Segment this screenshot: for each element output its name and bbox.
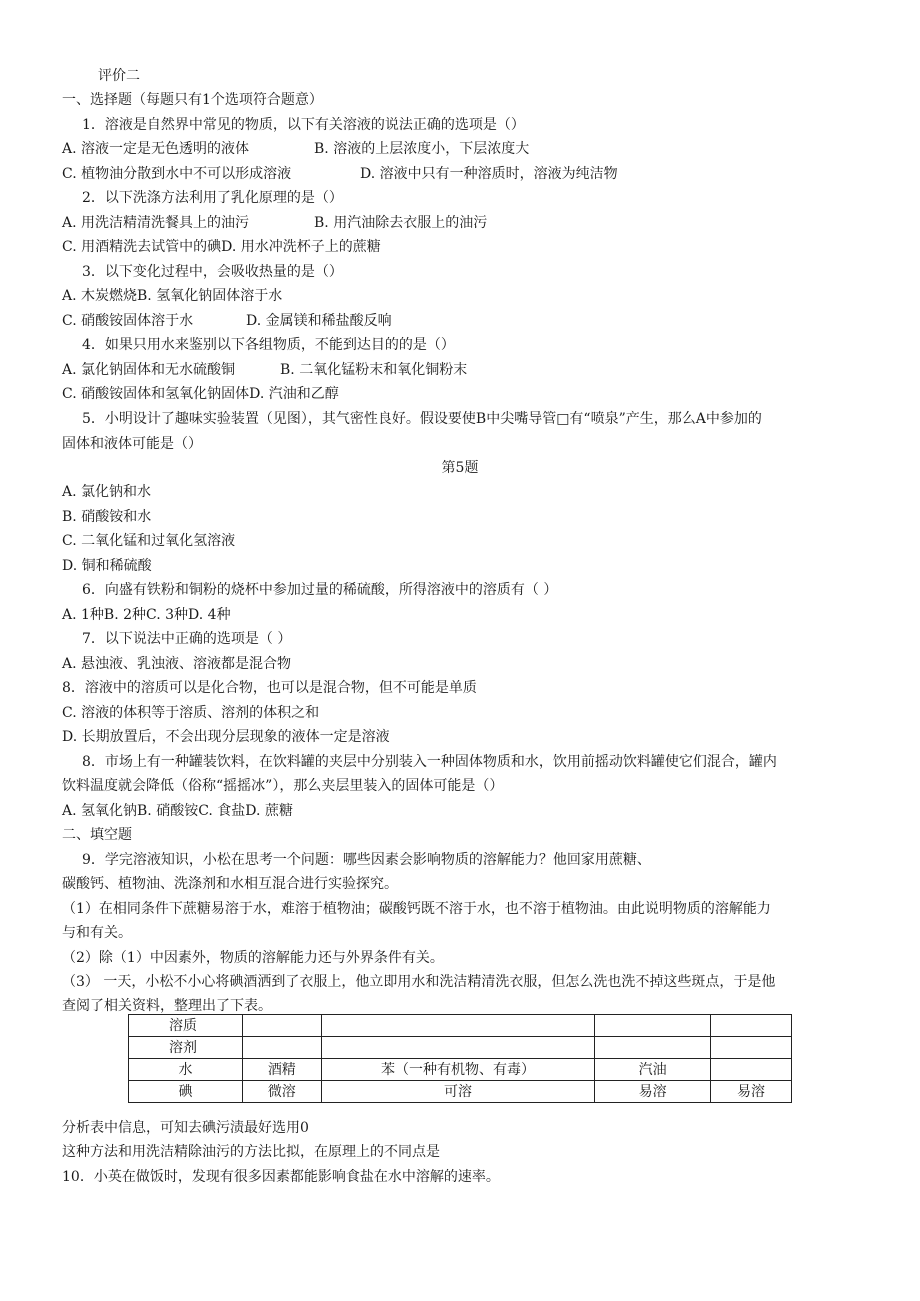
question-3-option-c: C. 硝酸铵固体溶于水 <box>62 313 194 329</box>
question-3-option-d: D. 金属镁和稀盐酸反响 <box>246 313 392 329</box>
question-5-option-b: B. 硝酸铵和水 <box>62 509 152 525</box>
page-heading: 评价二 <box>98 68 140 84</box>
row-header-solute: 溶质 <box>129 1015 243 1037</box>
table-row <box>129 1081 792 1103</box>
question-9-analysis-line1: 分析表中信息，可知去碘污渍最好选用0 <box>62 1120 309 1136</box>
question-1-stem: 1．溶液是自然界中常见的物质，以下有关溶液的说法正确的选项是（） <box>82 117 525 133</box>
table-row <box>129 1015 792 1037</box>
question-9-part1-line2: 与和有关。 <box>62 925 132 941</box>
question-9-part3-line1: （3） 一天，小松不小心将碘酒洒到了衣服上，他立即用水和洗洁精清洗衣服，但怎么洗也洗不掉这些斑点，于是他 <box>62 974 776 990</box>
question-5-option-d: D. 铜和稀硫酸 <box>62 558 152 574</box>
solvent-water: 水 <box>129 1059 243 1081</box>
question-4-option-cd: C. 硝酸铵固体和氢氧化钠固体D. 汽油和乙醇 <box>62 386 339 402</box>
question-7-option-c: C. 溶液的体积等于溶质、溶剂的体积之和 <box>62 705 320 721</box>
question-9-analysis-line2: 这种方法和用洗洁精除油污的方法比拟，在原理上的不同点是 <box>62 1144 440 1160</box>
iodine-solubility-cell: 易溶 <box>711 1081 792 1103</box>
table-row <box>129 1037 792 1059</box>
table-cell <box>711 1059 792 1081</box>
question-9-part3-line2: 查阅了相关资料，整理出了下表。 <box>62 998 272 1014</box>
question-9-stem-line2: 碳酸钙、植物油、洗涤剂和水相互混合进行实验探究。 <box>62 876 398 892</box>
question-3-option-ab: A. 木炭燃烧B. 氢氧化钠固体溶于水 <box>62 288 283 304</box>
table-cell <box>711 1037 792 1059</box>
question-9-stem-line1: 9．学完溶液知识，小松在思考一个问题：哪些因素会影响物质的溶解能力？他回家用蔗糖、 <box>82 852 651 868</box>
table-cell <box>242 1015 321 1037</box>
question-7-option-a: A. 悬浊液、乳浊液、溶液都是混合物 <box>62 656 292 672</box>
question-4-option-b: B. 二氧化锰粉末和氧化铜粉末 <box>280 362 468 378</box>
question-7-option-b: 8．溶液中的溶质可以是化合物，也可以是混合物，但不可能是单质 <box>62 680 477 696</box>
table-cell <box>242 1037 321 1059</box>
iodine-solubility-cell: 易溶 <box>595 1081 711 1103</box>
question-1-option-c: C. 植物油分散到水中不可以形成溶液 <box>62 166 292 182</box>
question-2-option-a: A. 用洗洁精清洗餐具上的油污 <box>62 215 250 231</box>
iodine-label: 碘 <box>129 1081 243 1103</box>
table-cell <box>321 1015 595 1037</box>
table-row <box>129 1059 792 1081</box>
table-cell <box>321 1037 595 1059</box>
question-4-option-a: A. 氯化钠固体和无水硫酸铜 <box>62 362 236 378</box>
question-9-part2: （2）除（1）中因素外，物质的溶解能力还与外界条件有关。 <box>62 950 444 966</box>
question-5-option-a: A. 氯化钠和水 <box>62 484 152 500</box>
question-5-option-c: C. 二氧化锰和过氧化氢溶液 <box>62 533 236 549</box>
question-7-stem: 7．以下说法中正确的选项是（ ） <box>82 631 292 647</box>
table-cell <box>595 1015 711 1037</box>
question-6-options: A. 1种B. 2种C. 3种D. 4种 <box>62 607 231 623</box>
iodine-solubility-cell: 微溶 <box>242 1081 321 1103</box>
question-8-stem-line2: 饮料温度就会降低（俗称“摇摇冰”），那么夹层里装入的固体可能是（） <box>62 778 504 794</box>
row-header-solvent: 溶剂 <box>129 1037 243 1059</box>
table-cell <box>595 1037 711 1059</box>
solubility-table <box>128 1014 792 1103</box>
question-10-stem: 10．小英在做饭时，发现有很多因素都能影响食盐在水中溶解的速率。 <box>62 1169 500 1185</box>
question-2-option-b: B. 用汽油除去衣服上的油污 <box>314 215 488 231</box>
question-2-option-cd: C. 用酒精洗去试管中的碘D. 用水冲洗杯子上的蔗糖 <box>62 239 381 255</box>
question-1-option-b: B. 溶液的上层浓度小，下层浓度大 <box>314 141 530 157</box>
solvent-benzene: 苯（一种有机物、有毒） <box>321 1059 595 1081</box>
figure-caption: 第5题 <box>441 460 479 476</box>
question-9-part1-line1: （1）在相同条件下蔗糖易溶于水，难溶于植物油；碳酸钙既不溶于水，也不溶于植物油。由此说明物质的溶解能力 <box>62 901 771 917</box>
solvent-gasoline: 汽油 <box>595 1059 711 1081</box>
question-1-option-d: D. 溶液中只有一种溶质时，溶液为纯洁物 <box>360 166 618 182</box>
question-1-option-a: A. 溶液一定是无色透明的液体 <box>62 141 250 157</box>
table-cell <box>711 1015 792 1037</box>
iodine-solubility-cell: 可溶 <box>321 1081 595 1103</box>
question-5-stem-line1: 5．小明设计了趣味实验装置（见图），其气密性良好。假设要使B中尖嘴导管□有“喷泉”产生，那么A中参加的 <box>82 411 762 427</box>
question-4-stem: 4．如果只用水来鉴别以下各组物质，不能到达目的的是（） <box>82 337 455 353</box>
question-5-stem-line2: 固体和液体可能是（） <box>62 436 202 452</box>
question-2-stem: 2．以下洗涤方法利用了乳化原理的是（） <box>82 190 343 206</box>
question-8-stem-line1: 8．市场上有一种罐装饮料，在饮料罐的夹层中分别装入一种固体物质和水，饮用前摇动饮料罐使它们混合，罐内 <box>82 754 777 770</box>
question-6-stem: 6．向盛有铁粉和铜粉的烧杯中参加过量的稀硫酸，所得溶液中的溶质有（ ） <box>82 582 558 598</box>
section-heading-choice: 一、选择题（每题只有1个选项符合题意） <box>62 92 323 108</box>
question-3-stem: 3．以下变化过程中，会吸收热量的是（） <box>82 264 343 280</box>
question-7-option-d: D. 长期放置后，不会出现分层现象的液体一定是溶液 <box>62 729 390 745</box>
solvent-alcohol: 酒精 <box>242 1059 321 1081</box>
section-heading-fill: 二、填空题 <box>62 827 132 843</box>
question-8-options: A. 氢氧化钠B. 硝酸铵C. 食盐D. 蔗糖 <box>62 803 293 819</box>
